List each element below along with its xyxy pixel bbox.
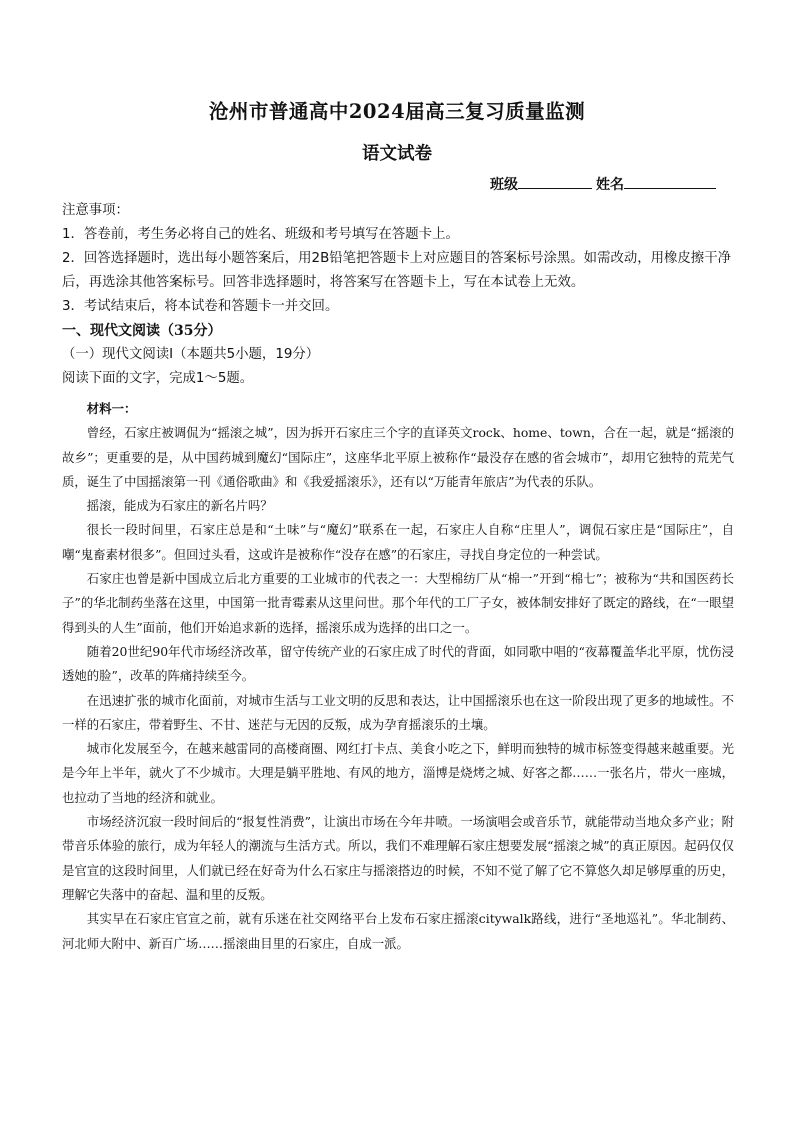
- notes-block: [62, 199, 734, 391]
- reading-passage: [62, 397, 734, 956]
- passage-paragraph-9: 其实早在石家庄官宣之前，就有乐迷在社交网络平台上发布石家庄摇滚citywalk路线，进行“圣地巡礼”。华北制药、河北师大附中、新百广场……摇滚曲目里的石家庄，自成一派。: [62, 911, 734, 951]
- notes-heading: 注意事项：: [62, 203, 129, 218]
- class-blank: [518, 174, 592, 189]
- name-label: 姓名: [596, 177, 624, 193]
- exam-subtitle: 语文试卷: [362, 144, 432, 164]
- passage-paragraph-1: 曾经，石家庄被调侃为“摇滚之城”，因为拆开石家庄三个字的直译英文rock、home、town，合在一起，就是“摇滚的故乡”；更重要的是，从中国药城到魔幻“国际庄”，这座华北平原上被称作“最没存在感的省会城市”，却用它独特的荒芜气质，诞生了中国摇滚第一刊《通俗歌曲》和《我爱摇滚乐》，还有以“万能青年旅店”为代表的乐队。: [62, 425, 734, 489]
- note-item-1: 1．答卷前，考生务必将自己的姓名、班级和考号填写在答题卡上。: [62, 227, 459, 242]
- class-name-line: [490, 174, 740, 194]
- class-label: 班级: [490, 177, 518, 193]
- passage-paragraph-2: 摇滚，能成为石家庄的新名片吗？: [86, 498, 273, 514]
- passage-paragraph-3: 很长一段时间里，石家庄总是和“土味”与“魔幻”联系在一起，石家庄人自称“庄里人”，调侃石家庄是“国际庄”，自嘲“鬼畜素材很多”。但回过头看，这或许是被称作“没存在感”的石家庄，寻找自身定位的一种尝试。: [62, 522, 734, 562]
- passage-paragraph-7: 城市化发展至今，在越来越雷同的高楼商圈、网红打卡点、美食小吃之下，鲜明而独特的城市标签变得越来越重要。光是今年上半年，就火了不少城市。大理是躺平胜地、有风的地方，淄博是烧烤之城、好客之都……一张名片，带火一座城，也拉动了当地的经济和就业。: [62, 741, 734, 805]
- section-title: 一、现代文阅读（35分）: [62, 323, 222, 339]
- exam-title: 沧州市普通高中2024届高三复习质量监测: [208, 100, 586, 123]
- passage-paragraph-6: 在迅速扩张的城市化面前，对城市生活与工业文明的反思和表达，让中国摇滚乐也在这一阶段出现了更多的地域性。不一样的石家庄，带着野生、不甘、迷茫与无因的反叛，成为孕育摇滚乐的土壤。: [62, 692, 734, 732]
- name-blank: [624, 174, 716, 189]
- passage-paragraph-4: 石家庄也曾是新中国成立后北方重要的工业城市的代表之一：大型棉纺厂从“棉一”开到“棉七”；被称为“共和国医药长子”的华北制药坐落在这里，中国第一批青霉素从这里问世。那个年代的工厂子女，被体制安排好了既定的路线，在“一眼望得到头的人生”面前，他们开始追求新的选择，摇滚乐成为选择的出口之一。: [62, 571, 734, 635]
- passage-paragraph-8: 市场经济沉寂一段时间后的“报复性消费”，让演出市场在今年井喷。一场演唱会或音乐节，就能带动当地众多产业；附带音乐体验的旅行，成为年轻人的潮流与生活方式。所以，我们不难理解石家庄想要发展“摇滚之城”的真正原因。起码仅仅是官宣的这段时间里，人们就已经在好奇为什么石家庄与摇滚搭边的时候，不知不觉了解了它不算悠久却足够厚重的历史，理解它失落中的奋起、温和里的反叛。: [62, 814, 734, 902]
- section-subtitle: （一）现代文阅读Ⅰ（本题共5小题，19分）: [62, 347, 320, 362]
- note-item-2: 2．回答选择题时，选出每小题答案后，用2B铅笔把答题卡上对应题目的答案标号涂黑。如需改动，用橡皮擦干净后，再选涂其他答案标号。回答非选择题时，将答案写在答题卡上，写在本试卷上无效。: [62, 251, 731, 290]
- material-label: 材料一：: [86, 401, 137, 416]
- section-instruction: 阅读下面的文字，完成1～5题。: [62, 371, 254, 386]
- note-item-3: 3．考试结束后，将本试卷和答题卡一并交回。: [62, 299, 339, 314]
- passage-paragraph-5: 随着20世纪90年代市场经济改革，留守传统产业的石家庄成了时代的背面，如同歌中唱的“夜幕覆盖华北平原，忧伤浸透她的脸”，改革的阵痛持续至今。: [62, 643, 734, 684]
